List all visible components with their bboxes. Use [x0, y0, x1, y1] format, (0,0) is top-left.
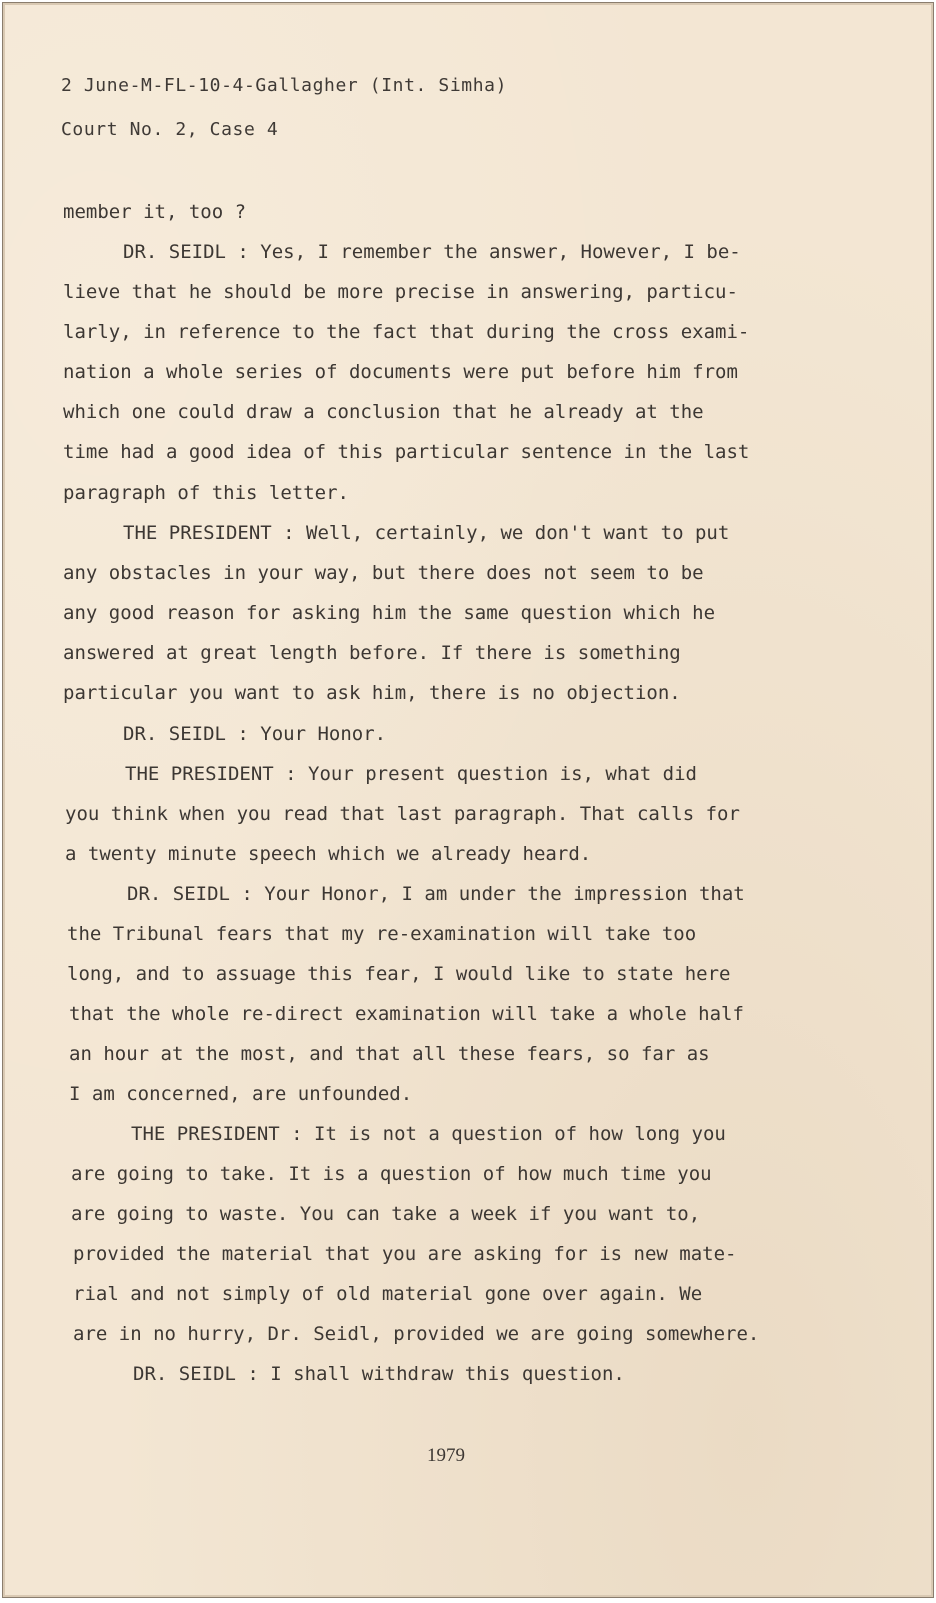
transcript-line: DR. SEIDL : Your Honor, I am under the impression that: [127, 883, 745, 905]
document-header-court: Court No. 2, Case 4: [61, 119, 279, 140]
transcript-line: THE PRESIDENT : Your present question is, what did: [125, 763, 697, 785]
transcript-line: paragraph of this letter.: [63, 482, 349, 504]
document-page: [3, 3, 933, 1597]
transcript-line: provided the material that you are asking for is new mate-: [73, 1243, 737, 1265]
transcript-line: member it, too ?: [63, 201, 247, 223]
transcript-line: THE PRESIDENT : Well, certainly, we don't want to put: [123, 522, 730, 544]
transcript-line: that the whole re-direct examination will take a whole half: [69, 1003, 744, 1025]
transcript-line: an hour at the most, and that all these fears, so far as: [69, 1043, 710, 1065]
page-number: 1979: [427, 1445, 465, 1466]
transcript-line: THE PRESIDENT : It is not a question of how long you: [131, 1123, 726, 1145]
transcript-line: DR. SEIDL : Your Honor.: [123, 723, 387, 745]
transcript-line: are going to waste. You can take a week if you want to,: [71, 1203, 701, 1225]
transcript-line: long, and to assuage this fear, I would like to state here: [67, 963, 731, 985]
transcript-line: DR. SEIDL : Yes, I remember the answer, However, I be-: [123, 241, 741, 263]
document-header-reference: 2 June-M-FL-10-4-Gallagher (Int. Simha): [61, 75, 508, 96]
transcript-line: a twenty minute speech which we already heard.: [65, 843, 592, 865]
transcript-line: rial and not simply of old material gone over again. We: [73, 1283, 703, 1305]
transcript-line: answered at great length before. If there is something: [63, 642, 681, 664]
transcript-line: nation a whole series of documents were put before him from: [63, 361, 738, 383]
transcript-line: are going to take. It is a question of how much time you: [71, 1163, 712, 1185]
transcript-line: time had a good idea of this particular sentence in the last: [63, 441, 750, 463]
transcript-line: larly, in reference to the fact that during the cross exami-: [63, 321, 750, 343]
transcript-line: are in no hurry, Dr. Seidl, provided we are going somewhere.: [73, 1323, 760, 1345]
transcript-line: DR. SEIDL : I shall withdraw this question.: [133, 1363, 625, 1385]
transcript-line: I am concerned, are unfounded.: [69, 1083, 413, 1105]
transcript-line: the Tribunal fears that my re-examination will take too: [67, 923, 697, 945]
transcript-line: lieve that he should be more precise in answering, particu-: [63, 281, 738, 303]
transcript-line: any good reason for asking him the same question which he: [63, 602, 716, 624]
transcript-line: any obstacles in your way, but there does not seem to be: [63, 562, 704, 584]
transcript-line: particular you want to ask him, there is no objection.: [63, 682, 681, 704]
transcript-line: which one could draw a conclusion that he already at the: [63, 401, 704, 423]
transcript-line: you think when you read that last paragraph. That calls for: [65, 803, 740, 825]
